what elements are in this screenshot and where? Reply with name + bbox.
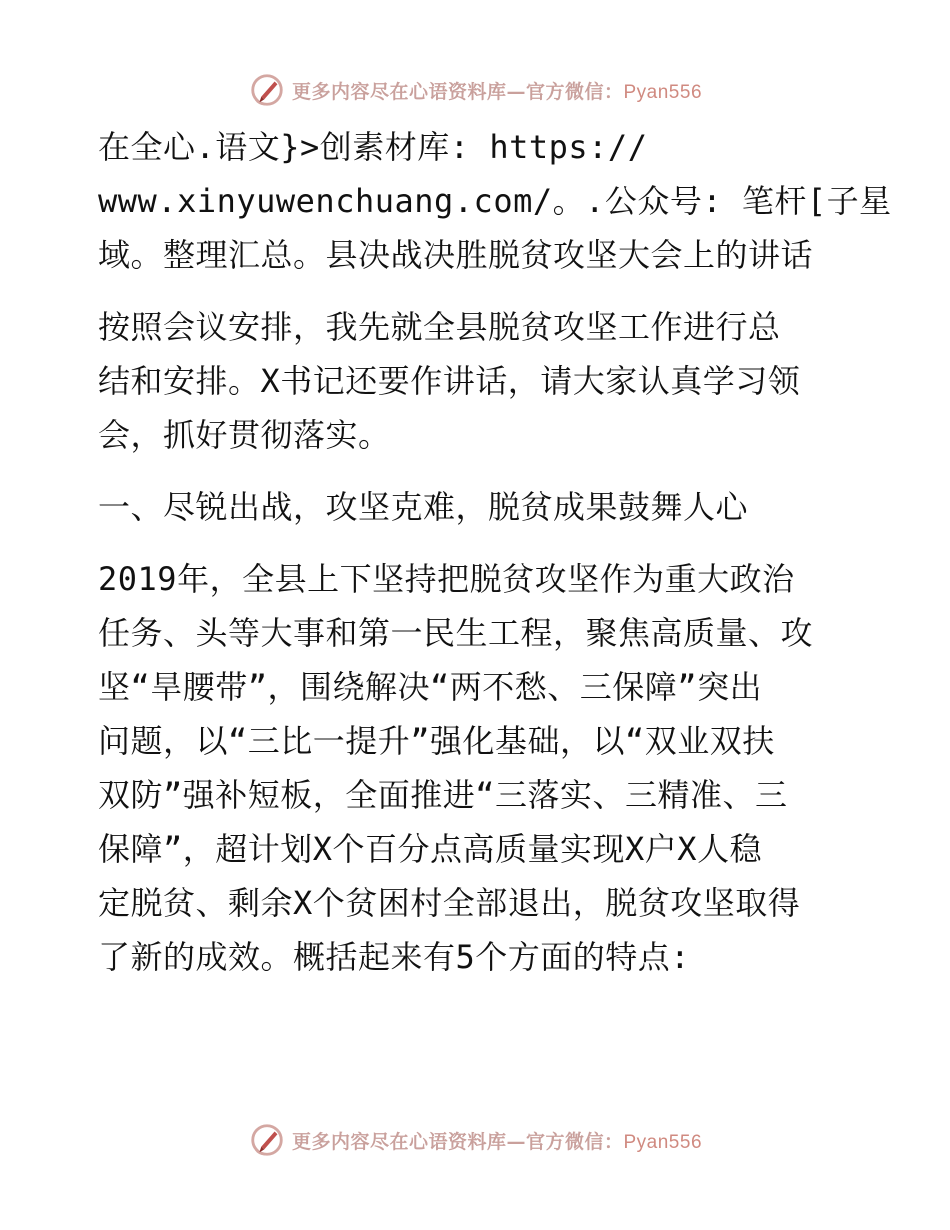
watermark-wechat-id: Pyan556 [623, 81, 703, 103]
text-line: 定脱贫、剩余X个贫困村全部退出，脱贫攻坚取得 [98, 884, 801, 922]
watermark-wechat-id: Pyan556 [623, 1131, 703, 1153]
text-line: 在全心.语文}>创素材库: https:// [98, 128, 648, 166]
pen-circle-logo-icon [248, 1121, 286, 1159]
text-line: 会，抓好贯彻落实。 [98, 416, 391, 454]
text-line: 任务、头等大事和第一民生工程，聚焦高质量、攻 [98, 614, 814, 652]
text-line: 双防”强补短板，全面推进“三落实、三精准、三 [98, 776, 788, 814]
intro-paragraph [98, 120, 892, 282]
watermark-text: 更多内容尽在心语资料库—官方微信：Pyan556 [291, 80, 703, 103]
watermark-banner-top [0, 70, 950, 110]
text-line: 2019年，全县上下坚持把脱贫攻坚作为重大政治 [98, 560, 795, 598]
section-heading-1 [98, 480, 858, 534]
text-line: 域。整理汇总。县决战决胜脱贫攻坚大会上的讲话 [98, 236, 814, 274]
paragraph-1 [98, 300, 858, 462]
paragraph-2 [98, 552, 858, 984]
text-line: www.xinyuwenchuang.com/。.公众号: 笔杆[子星 [98, 182, 892, 220]
text-line: 坚“旱腰带”，围绕解决“两不愁、三保障”突出 [98, 668, 763, 706]
text-line: 了新的成效。概括起来有5个方面的特点: [98, 938, 691, 976]
watermark-banner-bottom [0, 1120, 950, 1160]
watermark-text: 更多内容尽在心语资料库—官方微信：Pyan556 [291, 1130, 703, 1153]
heading-line: 一、尽锐出战，攻坚克难，脱贫成果鼓舞人心 [98, 488, 749, 526]
text-line: 结和安排。X书记还要作讲话，请大家认真学习领 [98, 362, 801, 400]
pen-circle-logo-icon [248, 71, 286, 109]
text-line: 问题，以“三比一提升”强化基础，以“双业双扶 [98, 722, 775, 760]
document-body [98, 120, 892, 984]
text-line: 按照会议安排，我先就全县脱贫攻坚工作进行总 [98, 308, 781, 346]
text-line: 保障”，超计划X个百分点高质量实现X户X人稳 [98, 830, 763, 868]
